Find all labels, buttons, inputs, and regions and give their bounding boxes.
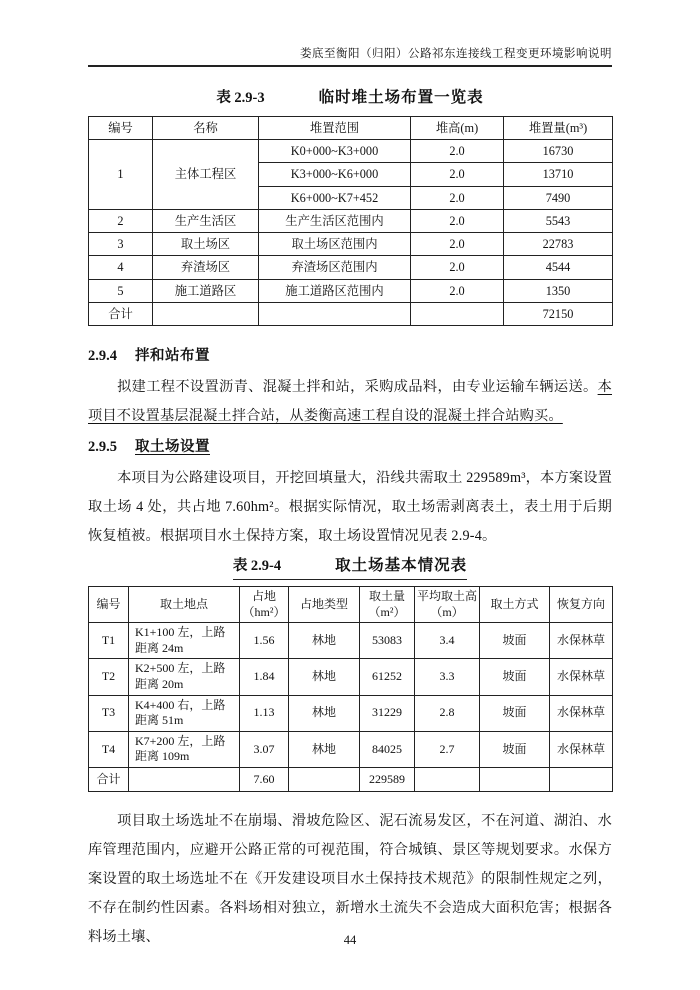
paragraph-text: 本项目为公路建设项目，开挖回填量大，沿线共需取土 229589m³，本方案设置取土场 4 处，共占地 7.60hm²。根据实际情况，取土场需剥离表土，表土用于后期恢复植被。根据项目水土保持方案，取土场设置情况见表 2.9-4。 [88,469,612,544]
table-cell: 1.84 [240,659,289,695]
table-cell: 4 [89,256,153,279]
page-content [88,0,612,952]
table-cell: 取土场区范围内 [259,233,411,256]
table-cell [259,302,411,325]
table-2-9-3-label: 表 2.9-3 [216,90,265,106]
table-header-cell: 编号 [89,586,129,622]
table-cell: 7.60 [240,767,289,791]
table-cell: 4544 [504,256,613,279]
table-cell: 2.0 [411,256,504,279]
table-cell: 3.4 [415,623,480,659]
table-cell: T2 [89,659,129,695]
table-header-cell: 堆高(m) [411,117,504,140]
table-cell: 3 [89,233,153,256]
table-header-cell: 堆置范围 [259,117,411,140]
table-cell: 53083 [360,623,415,659]
table-cell: 水保林草 [550,659,613,695]
table-row [89,233,613,256]
table-row [89,140,613,163]
table-cell: 1.56 [240,623,289,659]
table-cell: 林地 [289,623,360,659]
table-cell: 坡面 [480,623,550,659]
borrow-pit-table [88,586,613,792]
table-cell: K4+400 右，上路距离 51m [129,695,240,731]
table-header-cell: 恢复方向 [550,586,613,622]
table-cell: T4 [89,731,129,767]
section-title: 拌和站布置 [135,347,210,364]
table-cell: 22783 [504,233,613,256]
table-cell: 1 [89,140,153,210]
table-row [89,279,613,302]
table-cell: 施工道路区范围内 [259,279,411,302]
table-cell: 3.07 [240,731,289,767]
table-cell: 16730 [504,140,613,163]
table-row [89,659,613,695]
section-number: 2.9.4 [88,347,117,364]
table-header-row [89,117,613,140]
paragraph-borrow-area [88,464,612,551]
section-2-9-4-heading [88,346,612,367]
table-cell: 施工道路区 [153,279,259,302]
section-title: 取土场设置 [135,438,210,455]
table-cell: 取土场区 [153,233,259,256]
table-cell: 229589 [360,767,415,791]
table-cell: 2.8 [415,695,480,731]
table-header-cell: 编号 [89,117,153,140]
table-row [89,209,613,232]
table-header-cell: 占地类型 [289,586,360,622]
table-cell: 2.0 [411,233,504,256]
table-cell: 13710 [504,163,613,186]
table-cell: 2.0 [411,163,504,186]
table-2-9-4-title: 取土场基本情况表 [335,556,468,574]
table-cell: 1.13 [240,695,289,731]
closing-paragraph [88,807,612,952]
table-total-row [89,767,613,791]
table-header-cell: 名称 [153,117,259,140]
table-2-9-4-caption [88,555,612,580]
table-header-cell: 取土地点 [129,586,240,622]
table-cell: 水保林草 [550,695,613,731]
table-cell: 林地 [289,659,360,695]
document-header [88,0,612,67]
header-title: 娄底至衡阳（归阳）公路祁东连接线工程变更环境影响说明 [300,48,612,60]
table-cell: 2 [89,209,153,232]
caption-underline [233,555,467,580]
page-footer [0,933,700,948]
table-cell: 2.0 [411,279,504,302]
table-2-9-4-label: 表 2.9-4 [232,557,282,574]
page-number: 44 [343,933,357,947]
table-cell [415,767,480,791]
table-2-9-3-caption [88,87,612,109]
table-cell: K3+000~K6+000 [259,163,411,186]
table-cell: 72150 [504,302,613,325]
underlined-note: 本项目不设置基层混凝土拌合站，从娄衡高速工程自设的混凝土拌合站购买。 [88,378,612,424]
table-row [89,695,613,731]
table-cell: 2.7 [415,731,480,767]
table-2-9-3-title: 临时堆土场布置一览表 [318,89,484,106]
section-2-9-5-heading [88,437,612,458]
temporary-stockpile-table [88,116,613,326]
table-cell: 31229 [360,695,415,731]
table-cell: 61252 [360,659,415,695]
table-row [89,256,613,279]
table-cell: 5 [89,279,153,302]
table-cell [153,302,259,325]
table-header-cell: 平均取土高（m） [415,586,480,622]
table-header-cell: 堆置量(m³) [504,117,613,140]
table-cell: 生产生活区 [153,209,259,232]
table-cell: 7490 [504,186,613,209]
table-cell: 林地 [289,695,360,731]
table-cell: K1+100 左，上路距离 24m [129,623,240,659]
table-cell [411,302,504,325]
table-cell: 2.0 [411,209,504,232]
table-cell: 生产生活区范围内 [259,209,411,232]
table-cell: 水保林草 [550,623,613,659]
paragraph-text: 项目取土场选址不在崩塌、滑坡危险区、泥石流易发区，不在河道、湖泊、水库管理范围内，应避开公路正常的可视范围，符合城镇、景区等规划要求。水保方案设置的取土场选址不在《开发建设项目水土保持技术规范》的限制性规定之列，不存在制约性因素。各料场相对独立，新增水土流失不会造成大面积危害；根据各料场土壤、 [88,812,612,945]
table-cell: K2+500 左，上路距离 20m [129,659,240,695]
table-cell: 2.0 [411,140,504,163]
table-cell: 坡面 [480,695,550,731]
table-cell: 坡面 [480,731,550,767]
table-cell [480,767,550,791]
table-cell: 弃渣场区范围内 [259,256,411,279]
table-cell: K7+200 左，上路距离 109m [129,731,240,767]
table-cell: 合计 [89,767,129,791]
table-cell [129,767,240,791]
table-cell: T1 [89,623,129,659]
table-cell: 2.0 [411,186,504,209]
table-cell [289,767,360,791]
table-cell: 3.3 [415,659,480,695]
table-cell: 水保林草 [550,731,613,767]
table-header-cell: 占地（hm²） [240,586,289,622]
table-cell: 主体工程区 [153,140,259,210]
table-cell: T3 [89,695,129,731]
paragraph-mixing-station [88,373,612,431]
table-header-cell: 取土量（m²） [360,586,415,622]
table-header-cell: 取土方式 [480,586,550,622]
table-row [89,731,613,767]
table-cell: 弃渣场区 [153,256,259,279]
table-cell: 1350 [504,279,613,302]
table-cell: K0+000~K3+000 [259,140,411,163]
paragraph-text: 拟建工程不设置沥青、混凝土拌和站，采购成品料，由专业运输车辆运送。 [117,378,598,395]
table-cell: 坡面 [480,659,550,695]
table-header-row [89,586,613,622]
table-cell: 合计 [89,302,153,325]
table-cell: 林地 [289,731,360,767]
section-number: 2.9.5 [88,438,117,455]
table-cell: 84025 [360,731,415,767]
table-cell: 5543 [504,209,613,232]
table-row [89,623,613,659]
table-cell [550,767,613,791]
table-cell: K6+000~K7+452 [259,186,411,209]
table-total-row [89,302,613,325]
